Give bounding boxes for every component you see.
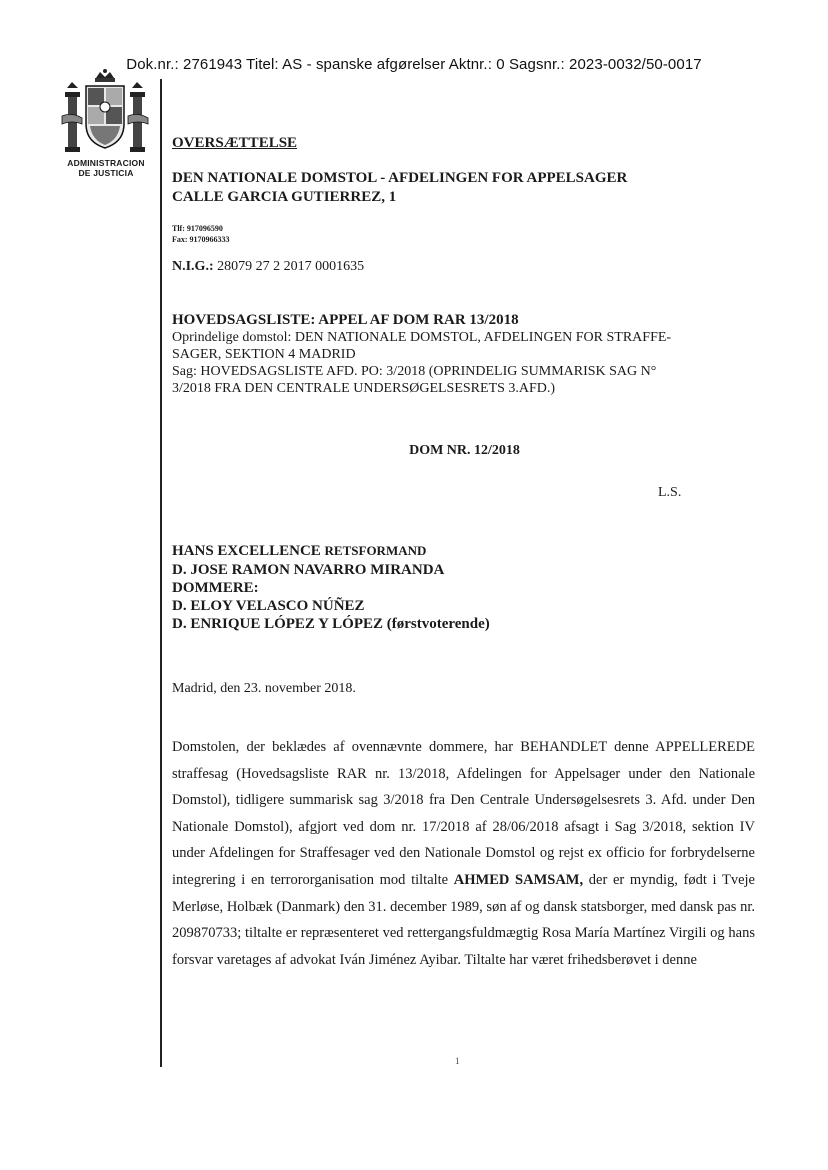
nig-number — [172, 259, 364, 275]
organization-line-2: DE JUSTICIA — [78, 168, 134, 178]
court-address: CALLE GARCIA GUTIERREZ, 1 — [172, 189, 397, 205]
organization-line-1: ADMINISTRACION — [67, 158, 145, 168]
ls-mark: L.S. — [658, 485, 682, 500]
defendant-name: AHMED SAMSAM, — [453, 871, 584, 888]
judgment-date: Madrid, den 23. november 2018. — [172, 681, 356, 696]
case-line: Sag: HOVEDSAGSLISTE AFD. PO: 3/2018 (OPRINDELIG SUMMARISK SAG N° — [172, 364, 657, 379]
presiding-judge-title — [172, 543, 426, 560]
case-line: Oprindelige domstol: DEN NATIONALE DOMSTOL, AFDELINGEN FOR STRAFFE- — [172, 330, 672, 345]
paragraph-text: Domstolen, der beklædes af ovennævnte dommere, har BEHANDLET denne APPELLEREDE straffesag (Hovedsagsliste RAR nr. 13/2018, Afdelingen for Appelsager under den Nationale Domstol), tidligere summarisk sag 3/2018 fra Den Centrale Undersøgelsesrets 3. Afd. under Den Nationale Domstol), afgjort ved dom nr. 17/2018 af 28/06/2018 afsagt i Sag 3/2018, sektion IV under Afdelingen for Straffesager ved den Nationale Domstol og rejst ex officio for forbrydelserne integrering i en terrororganisation mod tiltalte — [172, 739, 755, 888]
document-title: OVERSÆTTELSE — [172, 135, 298, 151]
margin-rule — [160, 79, 162, 1067]
organization-name — [60, 158, 152, 178]
judge-name: D. ENRIQUE LÓPEZ Y LÓPEZ (førstvoterende) — [172, 616, 490, 632]
fax-number: Fax: 9170966333 — [172, 235, 230, 244]
nig-value: 28079 27 2 2017 0001635 — [213, 259, 365, 274]
judges-heading: DOMMERE: — [172, 580, 259, 596]
judge-honorific: HANS EXCELLENCE — [172, 543, 325, 559]
judgment-paragraph — [172, 734, 755, 973]
judge-role: RETSFORMAND — [324, 543, 427, 558]
paragraph-text: der er myndig, født i Tveje Merløse, Holbæk (Danmark) den 31. december 1989, søn af og dansk statsborger, med dansk pas nr. 209870733; tiltalte er repræsenteret ved rettergangsfuldmægtig Rosa María Martínez Virgili og hans forsvar varetages af advokat Iván Jiménez Ayibar. Tiltalte har været frihedsberøvet i denne — [172, 871, 755, 968]
presiding-judge-name: D. JOSE RAMON NAVARRO MIRANDA — [172, 562, 445, 578]
judgment-number: DOM NR. 12/2018 — [409, 443, 520, 458]
case-line: SAGER, SEKTION 4 MADRID — [172, 347, 356, 362]
court-name: DEN NATIONALE DOMSTOL - AFDELINGEN FOR APPELSAGER — [172, 170, 628, 186]
case-title: HOVEDSAGSLISTE: APPEL AF DOM RAR 13/2018 — [172, 312, 519, 328]
judge-name: D. ELOY VELASCO NÚÑEZ — [172, 598, 365, 614]
phone-number: Tlf: 917096590 — [172, 224, 223, 233]
document-header: Dok.nr.: 2761943 Titel: AS - spanske afgørelser Aktnr.: 0 Sagsnr.: 2023-0032/50-0017 — [126, 56, 702, 73]
page-number: 1 — [455, 1056, 460, 1066]
case-line: 3/2018 FRA DEN CENTRALE UNDERSØGELSESRETS 3.AFD.) — [172, 381, 556, 396]
nig-label: N.I.G.: — [172, 259, 214, 274]
coat-of-arms-icon — [58, 68, 152, 162]
